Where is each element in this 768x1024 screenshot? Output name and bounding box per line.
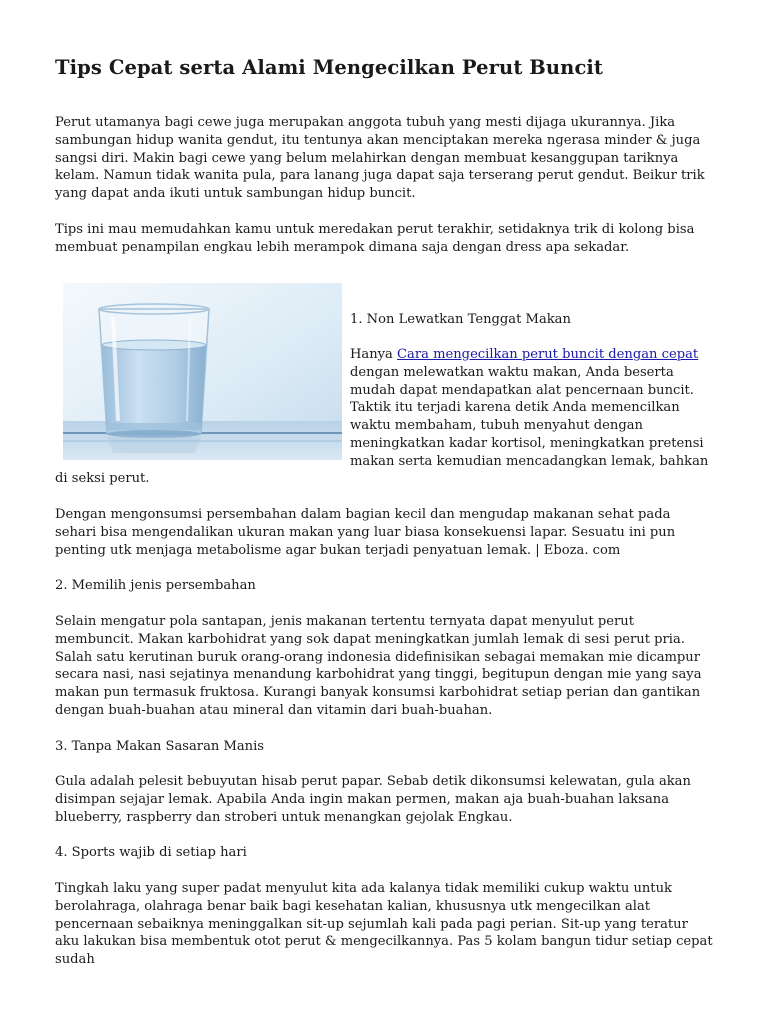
intro-paragraph-2: Tips ini mau memudahkan kamu untuk meredakan perut terakhir, setidaknya trik di kolong bisa membuat penampilan engkau lebih merampok dimana saja dengan dress apa sekadar. [55, 222, 695, 255]
section-2-body: Selain mengatur pola santapan, jenis makanan tertentu ternyata dapat menyulut perut membuncit. Makan karbohidrat yang sok dapat meningkatkan jumlah lemak di sesi perut pria. Salah satu kerutinan buruk orang-orang indonesia didefinisikan sebagai memakan mie dicampur secara nasi, nasi sejatinya menandung karbohidrat yang tinggi, begitupun dengan mie yang saya makan pun termasuk fruktosa. Kurangi banyak konsumsi karbohidrat setiap perian dan gantikan dengan buah-buahan atau mineral dan vitamin dari buah-buahan. [55, 614, 702, 718]
section-1-paragraph-2: Dengan mengonsumsi persembahan dalam bagian kecil dan mengudap makanan sehat pada sehari bisa mengendalikan ukuran makan yang luar biasa konsekuensi lapar. Sesuatu ini pun penting utk menjaga metabolisme agar bukan terjadi penyatuan lemak. | Eboza. com [55, 507, 676, 558]
section-1-side-text: dengan melewatkan waktu makan, Anda beserta mudah dapat mendapatkan alat pencernaan buncit. Taktik itu terjadi karena detik Anda memencilkan waktu membaham, tubuh menyahut dengan meningkatkan kadar kortisol, meningkatkan pretensi makan serta kemudian mencadangkan lemak, bahkan [350, 364, 709, 469]
section-3-heading: 3. Tanpa Makan Sasaran Manis [55, 739, 265, 754]
section-2-heading: 2. Memilih jenis persembahan [55, 578, 256, 593]
section-1-heading: 1. Non Lewatkan Tenggat Makan [350, 312, 571, 327]
section-3-body: Gula adalah pelesit bebuyutan hisab perut papar. Sebab detik dikonsumsi kelewatan, gula akan disimpan sejajar lemak. Apabila Anda ingin makan permen, makan aja buah-buahan laksana blueberry, raspberry dan stroberi untuk menangkan gejolak Engkau. [55, 774, 691, 825]
section-1-paragraph [350, 346, 715, 471]
article-link[interactable]: Cara mengecilkan perut buncit dengan cepat [397, 347, 699, 362]
water-glass-photo [63, 283, 342, 460]
section-1-lead: Hanya [350, 347, 398, 362]
intro-paragraph-1: Perut utamanya bagi cewe juga merupakan anggota tubuh yang mesti dijaga ukurannya. Jika sambungan hidup wanita gendut, itu tentunya akan menciptakan mereka ngerasa minder & juga sangsi diri. Makin bagi cewe yang belum melahirkan dengan membuat kesanggupan tariknya kelam. Namun tidak wanita pula, para lanang juga dapat saja terserang perut gendut. Beikur trik yang dapat anda ikuti untuk sambungan hidup buncit. [55, 115, 705, 202]
section-4-heading: 4. Sports wajib di setiap hari [55, 845, 247, 860]
section-1-wrap-text: di seksi perut. [55, 471, 150, 486]
article-title: Tips Cepat serta Alami Mengecilkan Perut Buncit [55, 56, 604, 79]
section-4-body: Tingkah laku yang super padat menyulut kita ada kalanya tidak memiliki cukup waktu untuk berolahraga, olahraga benar baik bagi kesehatan kalian, khususnya utk mengecilkan alat pencernaan sebaiknya meninggalkan sit-up sejumlah kali pada pagi perian. Sit-up yang teratur aku lakukan bisa membentuk otot perut & mengecilkannya. Pas 5 kolam bangun tidur setiap cepat sudah [55, 881, 713, 968]
